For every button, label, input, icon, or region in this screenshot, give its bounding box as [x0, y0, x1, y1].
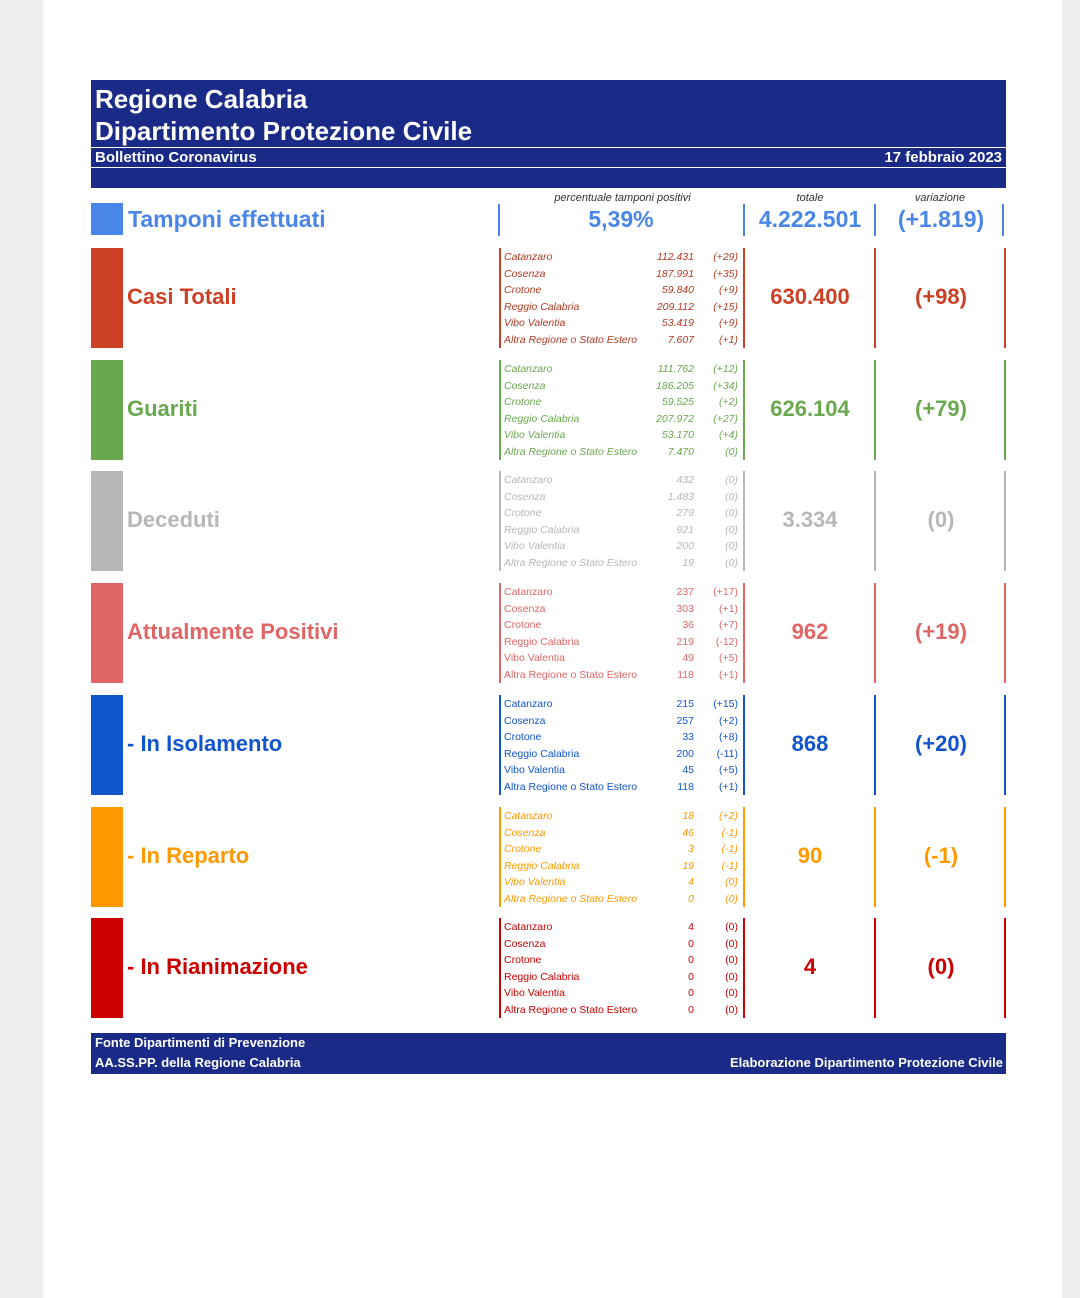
province-name: Crotone: [504, 954, 542, 967]
province-variation: (0): [725, 876, 738, 889]
province-name: Cosenza: [504, 267, 546, 280]
province-row: [504, 634, 740, 650]
breakdown-divider: [499, 248, 501, 348]
province-variation: (+34): [713, 379, 738, 392]
province-breakdown: [499, 695, 739, 795]
province-row: [504, 411, 740, 427]
province-row: [504, 713, 740, 729]
province-name: Catanzaro: [504, 363, 553, 375]
total-divider: [874, 248, 876, 348]
province-row: [504, 650, 740, 666]
breakdown-divider: [499, 695, 501, 795]
tamponi-label: Tamponi effettuati: [128, 206, 326, 232]
category-variation: (+20): [915, 731, 967, 756]
province-name: Crotone: [504, 731, 542, 744]
province-value: 1.483: [667, 490, 694, 503]
total-divider: [874, 360, 876, 460]
total-divider: [874, 583, 876, 683]
province-name: Altra Regione o Stato Estero: [504, 781, 638, 793]
category-label: - In Isolamento: [127, 731, 283, 756]
province-row: [504, 936, 740, 952]
province-value: 49: [682, 652, 694, 665]
tamponi-variation: (+1.819): [897, 206, 985, 232]
category-color-swatch: [91, 360, 123, 460]
province-variation: (0): [725, 523, 738, 536]
bulletin-band: [91, 147, 1006, 168]
category-variation: (+79): [915, 396, 967, 421]
category-label: - In Rianimazione: [127, 954, 308, 979]
province-row: [504, 969, 740, 985]
category-row: [91, 918, 1006, 1018]
province-name: Vibo Valentia: [504, 652, 565, 665]
province-name: Vibo Valentia: [504, 987, 565, 1000]
province-variation: (0): [725, 893, 738, 905]
footer-source-line1: Fonte Dipartimenti di Prevenzione: [95, 1035, 306, 1050]
province-row: [504, 378, 740, 394]
category-total: 868: [791, 731, 829, 756]
province-row: [504, 282, 740, 298]
province-value: 18: [682, 810, 694, 822]
province-variation: (+15): [713, 698, 738, 710]
province-variation: (0): [725, 446, 738, 458]
category-row: [91, 471, 1006, 571]
province-variation: (+2): [719, 810, 738, 822]
category-row: [91, 248, 1006, 348]
total-divider: [874, 807, 876, 907]
report-footer: [91, 1031, 1006, 1074]
province-value: 112.431: [656, 251, 694, 263]
category-total: 90: [797, 843, 823, 868]
province-breakdown: [499, 471, 739, 571]
category-label: Deceduti: [127, 507, 220, 532]
province-row: [504, 505, 740, 521]
category-total: 962: [791, 619, 829, 644]
variation-divider: [1004, 360, 1006, 460]
category-color-swatch: [91, 695, 123, 795]
total-divider: [874, 471, 876, 571]
province-value: 4: [688, 921, 694, 933]
province-variation: (+9): [719, 317, 738, 330]
breakdown-divider: [499, 807, 501, 907]
province-name: Altra Regione o Stato Estero: [504, 893, 638, 905]
province-row: [504, 985, 740, 1001]
province-variation: (+7): [719, 619, 738, 632]
province-row: [504, 584, 740, 600]
province-variation: (+2): [719, 396, 738, 409]
province-row: [504, 667, 740, 683]
category-color-swatch: [91, 807, 123, 907]
province-variation: (0): [725, 921, 738, 933]
province-breakdown: [499, 807, 739, 907]
province-value: 237: [676, 586, 694, 598]
category-row: [91, 360, 1006, 460]
province-value: 33: [682, 731, 694, 744]
variation-divider: [1004, 807, 1006, 907]
tamponi-color-swatch: [91, 203, 123, 235]
province-row: [504, 332, 740, 348]
province-variation: (-1): [721, 826, 738, 839]
province-row: [504, 394, 740, 410]
category-total: 4: [803, 954, 817, 979]
tamponi-total: 4.222.501: [758, 206, 862, 232]
province-name: Reggio Calabria: [504, 635, 580, 648]
breakdown-divider: [499, 583, 501, 683]
province-row: [504, 444, 740, 460]
province-name: Reggio Calabria: [504, 859, 580, 872]
province-name: Cosenza: [504, 826, 546, 839]
province-name: Crotone: [504, 619, 542, 632]
province-variation: (0): [725, 507, 738, 520]
province-name: Cosenza: [504, 937, 546, 950]
province-name: Vibo Valentia: [504, 429, 566, 442]
province-name: Reggio Calabria: [504, 300, 580, 313]
category-row: [91, 807, 1006, 907]
province-value: 45: [682, 764, 694, 777]
province-value: 0: [688, 937, 694, 950]
province-variation: (-12): [715, 635, 738, 648]
province-name: Vibo Valentia: [504, 764, 565, 777]
province-name: Vibo Valentia: [504, 876, 566, 889]
province-row: [504, 841, 740, 857]
province-row: [504, 858, 740, 874]
province-value: 46: [682, 826, 694, 839]
province-name: Catanzaro: [504, 251, 553, 263]
province-name: Cosenza: [504, 379, 546, 392]
province-variation: (0): [725, 474, 738, 486]
province-variation: (+5): [719, 764, 738, 777]
province-variation: (0): [725, 954, 738, 967]
province-breakdown: [499, 918, 739, 1018]
category-color-swatch: [91, 918, 123, 1018]
province-name: Catanzaro: [504, 921, 553, 933]
province-value: 59.840: [661, 284, 694, 297]
province-name: Catanzaro: [504, 698, 553, 710]
category-color-swatch: [91, 248, 123, 348]
province-name: Crotone: [504, 396, 542, 409]
province-row: [504, 538, 740, 554]
province-variation: (+2): [719, 714, 738, 727]
category-variation: (-1): [923, 843, 959, 868]
province-value: 59.525: [661, 396, 694, 409]
category-variation: (0): [927, 507, 955, 532]
province-value: 279: [676, 507, 694, 520]
category-variation: (+98): [915, 284, 967, 309]
province-variation: (+9): [719, 284, 738, 297]
province-row: [504, 427, 740, 443]
province-value: 118: [677, 781, 694, 793]
province-row: [504, 601, 740, 617]
province-row: [504, 952, 740, 968]
department-title: Dipartimento Protezione Civile: [95, 116, 473, 146]
province-row: [504, 874, 740, 890]
tamponi-divider: [498, 204, 500, 236]
bulletin-subtitle: Bollettino Coronavirus: [95, 149, 257, 166]
category-label: Guariti: [127, 396, 198, 421]
total-divider: [874, 695, 876, 795]
province-name: Cosenza: [504, 602, 546, 615]
tamponi-divider: [874, 204, 876, 236]
province-value: 257: [676, 714, 694, 727]
province-variation: (0): [725, 987, 738, 1000]
province-variation: (+27): [713, 412, 738, 425]
province-row: [504, 919, 740, 935]
province-value: 432: [676, 474, 694, 486]
total-divider: [874, 918, 876, 1018]
province-value: 186.205: [656, 379, 694, 392]
province-variation: (+15): [713, 300, 738, 313]
province-value: 187.991: [656, 267, 694, 280]
province-name: Altra Regione o Stato Estero: [504, 557, 638, 569]
total-column-header: totale: [796, 192, 824, 204]
category-variation: (+19): [915, 619, 967, 644]
province-value: 111.762: [657, 363, 694, 375]
province-value: 0: [688, 1004, 694, 1016]
province-variation: (0): [725, 540, 738, 553]
province-name: Reggio Calabria: [504, 523, 580, 536]
province-name: Crotone: [504, 284, 542, 297]
province-variation: (-1): [721, 859, 738, 872]
province-value: 0: [688, 893, 694, 905]
province-row: [504, 361, 740, 377]
variation-divider: [1004, 248, 1006, 348]
province-value: 200: [676, 747, 694, 760]
province-row: [504, 249, 740, 265]
variation-divider: [1004, 583, 1006, 683]
province-name: Cosenza: [504, 714, 546, 727]
province-value: 0: [688, 970, 694, 983]
province-variation: (+8): [719, 731, 738, 744]
percent-column-header: percentuale tamponi positivi: [554, 192, 691, 204]
province-value: 36: [682, 619, 694, 632]
province-variation: (+1): [719, 334, 738, 346]
category-total: 630.400: [770, 284, 850, 309]
breakdown-divider: [499, 360, 501, 460]
province-variation: (-11): [716, 747, 738, 760]
province-variation: (0): [725, 490, 738, 503]
province-variation: (+4): [719, 429, 738, 442]
province-variation: (+29): [713, 251, 738, 263]
province-variation: (0): [725, 937, 738, 950]
province-value: 118: [677, 669, 694, 681]
province-name: Altra Regione o Stato Estero: [504, 334, 638, 346]
province-variation: (0): [725, 557, 738, 569]
province-breakdown: [499, 583, 739, 683]
tamponi-divider: [1002, 204, 1004, 236]
breakdown-divider: [499, 471, 501, 571]
province-variation: (+1): [719, 669, 738, 681]
bulletin-date: 17 febbraio 2023: [884, 149, 1002, 166]
province-value: 921: [676, 523, 694, 536]
category-row: [91, 695, 1006, 795]
province-name: Reggio Calabria: [504, 747, 580, 760]
province-row: [504, 299, 740, 315]
region-title: Regione Calabria: [95, 84, 308, 114]
province-row: [504, 555, 740, 571]
province-value: 3: [688, 843, 694, 856]
province-row: [504, 472, 740, 488]
province-value: 53.170: [661, 429, 694, 442]
category-label: - In Reparto: [127, 843, 250, 868]
footer-credit: Elaborazione Dipartimento Protezione Civile: [729, 1055, 1003, 1070]
province-variation: (+1): [719, 781, 738, 793]
category-variation: (0): [927, 954, 955, 979]
province-variation: (-1): [721, 843, 738, 856]
breakdown-divider: [499, 918, 501, 1018]
province-row: [504, 746, 740, 762]
province-row: [504, 617, 740, 633]
province-name: Altra Regione o Stato Estero: [504, 446, 638, 458]
province-value: 53.419: [661, 317, 694, 330]
province-row: [504, 315, 740, 331]
category-color-swatch: [91, 471, 123, 571]
variation-divider: [1004, 918, 1006, 1018]
province-name: Reggio Calabria: [504, 970, 580, 983]
province-name: Altra Regione o Stato Estero: [504, 1004, 638, 1016]
province-variation: (+35): [713, 267, 738, 280]
tamponi-percent: 5,39%: [588, 206, 654, 232]
province-name: Catanzaro: [504, 586, 553, 598]
variation-divider: [1004, 471, 1006, 571]
province-name: Cosenza: [504, 490, 546, 503]
province-row: [504, 1002, 740, 1018]
province-variation: (+1): [719, 602, 738, 615]
province-name: Reggio Calabria: [504, 412, 580, 425]
province-row: [504, 762, 740, 778]
province-value: 303: [676, 602, 694, 615]
province-value: 219: [676, 635, 694, 648]
category-label: Casi Totali: [127, 284, 237, 309]
province-variation: (0): [725, 970, 738, 983]
province-row: [504, 522, 740, 538]
category-row: [91, 583, 1006, 683]
province-name: Crotone: [504, 843, 542, 856]
category-label: Attualmente Positivi: [127, 619, 339, 644]
province-row: [504, 808, 740, 824]
province-breakdown: [499, 360, 739, 460]
province-name: Altra Regione o Stato Estero: [504, 669, 638, 681]
province-name: Vibo Valentia: [504, 317, 566, 330]
province-value: 200: [676, 540, 694, 553]
province-name: Catanzaro: [504, 474, 553, 486]
province-name: Vibo Valentia: [504, 540, 566, 553]
report-header: [91, 80, 1006, 188]
variation-column-header: variazione: [914, 192, 966, 204]
province-variation: (+12): [713, 363, 738, 375]
province-value: 4: [688, 876, 694, 889]
province-row: [504, 825, 740, 841]
province-value: 215: [676, 698, 694, 710]
category-total: 3.334: [782, 507, 838, 532]
province-variation: (+5): [719, 652, 738, 665]
province-value: 0: [688, 987, 694, 1000]
province-variation: (0): [725, 1004, 738, 1016]
category-total: 626.104: [770, 396, 850, 421]
province-row: [504, 779, 740, 795]
variation-divider: [1004, 695, 1006, 795]
province-row: [504, 266, 740, 282]
province-row: [504, 891, 740, 907]
province-value: 7.470: [667, 446, 694, 458]
tamponi-row: [91, 202, 1006, 238]
province-value: 0: [688, 954, 694, 967]
province-name: Crotone: [504, 507, 542, 520]
province-row: [504, 489, 740, 505]
province-value: 7.607: [667, 334, 694, 346]
province-row: [504, 696, 740, 712]
province-row: [504, 729, 740, 745]
province-variation: (+17): [713, 586, 738, 598]
province-value: 207.972: [656, 412, 694, 425]
province-value: 209.112: [656, 300, 694, 313]
province-value: 19: [682, 557, 694, 569]
province-name: Catanzaro: [504, 810, 553, 822]
province-value: 19: [682, 859, 694, 872]
footer-source-line2: AA.SS.PP. della Regione Calabria: [95, 1055, 301, 1070]
province-breakdown: [499, 248, 739, 348]
category-color-swatch: [91, 583, 123, 683]
